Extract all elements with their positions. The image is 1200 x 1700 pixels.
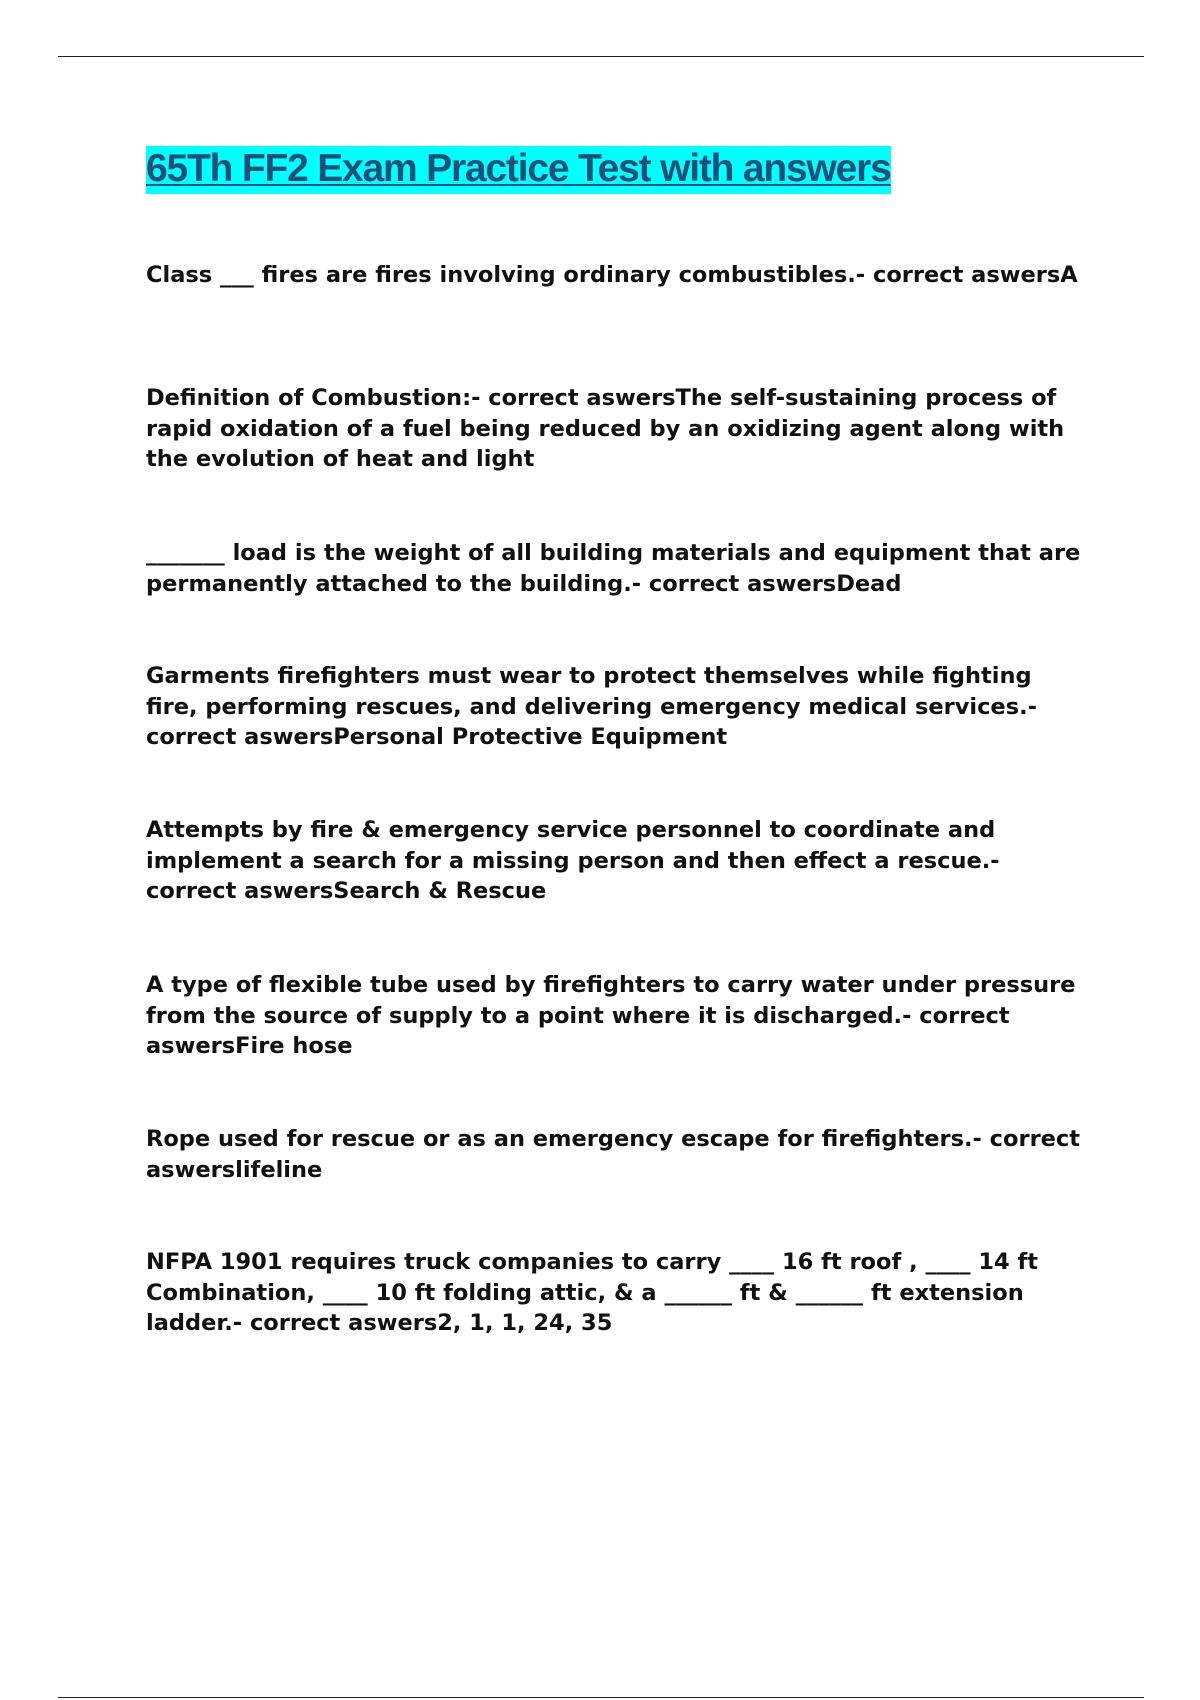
footer-rule: [58, 1697, 1144, 1698]
qa-item-8: NFPA 1901 requires truck companies to carry ____ 16 ft roof , ____ 14 ft Combination, ____ 10 ft folding attic, & a ______ ft & ______ ft extension ladder.- correct aswers2, 1, 1, 24, 35: [146, 1249, 1039, 1336]
qa-item-3: _______ load is the weight of all building materials and equipment that are permanently attached to the building.- correct aswersDead: [146, 540, 1081, 597]
header-rule: [58, 56, 1144, 57]
qa-item-2: Definition of Combustion:- correct aswersThe self-sustaining process of rapid oxidation of a fuel being reduced by an oxidizing agent along with the evolution of heat and light: [146, 385, 1065, 472]
document-title: 65Th FF2 Exam Practice Test with answers: [146, 146, 891, 194]
qa-item-1: Class ___ fires are fires involving ordinary combustibles.- correct aswersA: [146, 262, 1078, 288]
qa-item-5: Attempts by fire & emergency service personnel to coordinate and implement a search for a missing person and then effect a rescue.- correct aswersSearch & Rescue: [146, 817, 1000, 904]
qa-item-4: Garments firefighters must wear to protect themselves while fighting fire, performing rescues, and delivering emergency medical services.- correct aswersPersonal Protective Equipment: [146, 663, 1037, 750]
qa-item-6: A type of flexible tube used by firefighters to carry water under pressure from the source of supply to a point where it is discharged.- correct aswersFire hose: [146, 972, 1076, 1059]
qa-item-7: Rope used for rescue or as an emergency escape for firefighters.- correct aswerslifeline: [146, 1126, 1081, 1183]
